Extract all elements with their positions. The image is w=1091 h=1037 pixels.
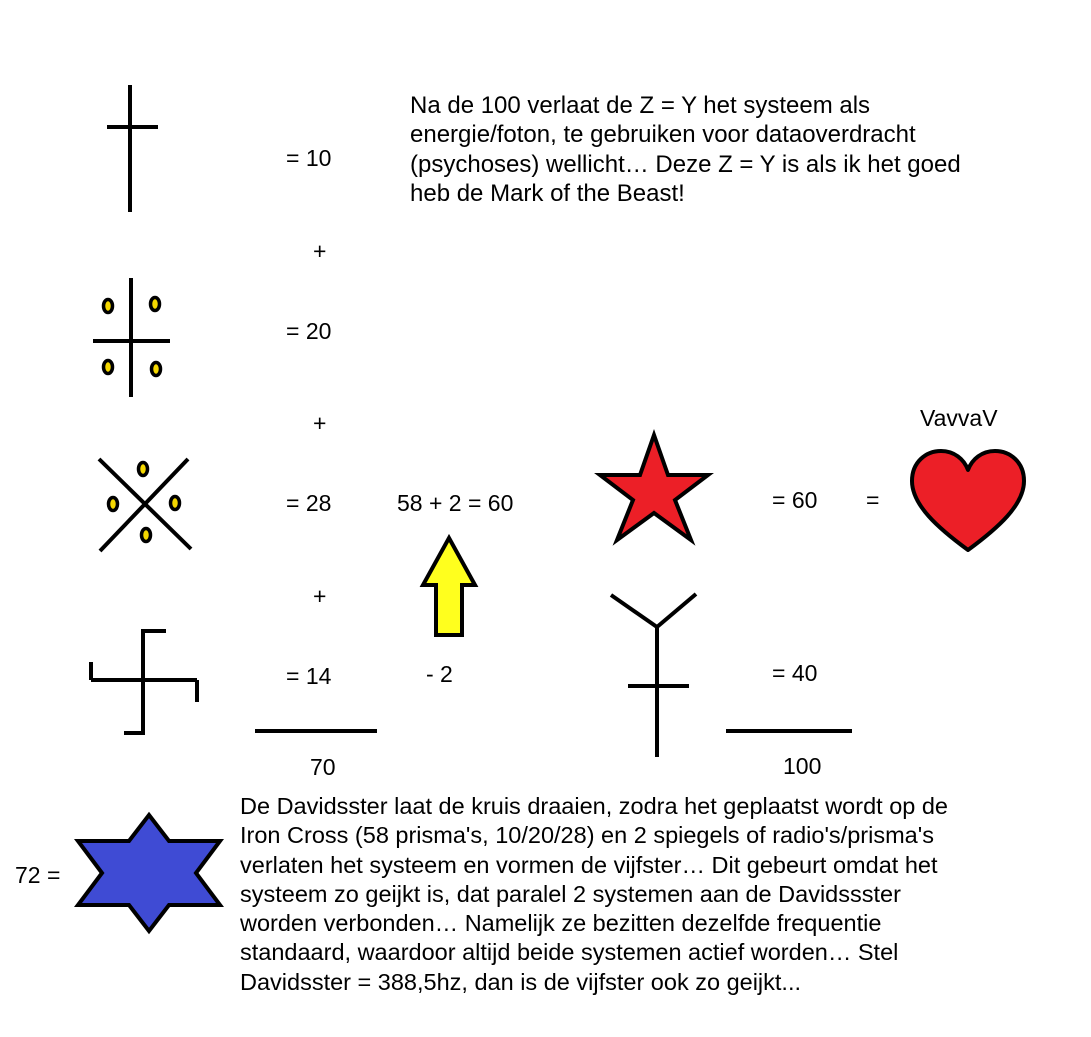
x-cross-with-four-dots-icon: [99, 459, 191, 551]
intro-line: Na de 100 verlaat de Z = Y het systeem als: [410, 92, 871, 119]
six-pointed-star-icon: [78, 815, 220, 931]
plus-sign: +: [313, 238, 327, 264]
bottom-line: worden verbonden… Namelijk ze bezitten dezelfde frequentie: [240, 910, 882, 937]
cross-with-four-dots-icon: [93, 278, 170, 397]
intro-line: (psychoses) wellicht… Deze Z = Y is als ik het goed: [410, 150, 961, 178]
minus-label: - 2: [426, 661, 453, 687]
five-pointed-star-icon: [600, 435, 708, 540]
bottom-line: verlaten het systeem en vormen de vijfster… Dit gebeurt omdat het: [240, 851, 938, 878]
right-total: 100: [783, 753, 822, 779]
forked-cross-icon: [611, 594, 696, 757]
equation-hooked-cross: = 14: [286, 663, 332, 689]
equation-star: = 60: [772, 487, 818, 513]
bottom-line: De Davidsster laat de kruis draaien, zodra het geplaatst wordt op de: [240, 793, 949, 819]
intro-paragraph: [410, 91, 961, 208]
equation-dotted-x: = 28: [286, 490, 332, 516]
plus-sign: +: [313, 583, 327, 609]
equals-sign: =: [866, 487, 880, 513]
hexagram-label: 72 =: [15, 862, 61, 888]
plus-sign: +: [313, 410, 327, 436]
heart-label: VavvaV: [920, 405, 998, 431]
bottom-line: standaard, waardoor altijd beide systemen actief worden… Stel: [240, 939, 899, 966]
equation-cross: = 10: [286, 145, 332, 171]
equation-dotted-cross: = 20: [286, 318, 332, 344]
intro-line: energie/foton, te gebruiken voor dataoverdracht: [410, 121, 916, 149]
hooked-cross-icon: [91, 629, 197, 735]
intro-line: heb de Mark of the Beast!: [410, 179, 685, 207]
heart-icon: [912, 451, 1024, 550]
bottom-line: Iron Cross (58 prisma's, 10/20/28) en 2 spiegels of radio's/prisma's: [240, 822, 934, 849]
bottom-paragraph: [240, 792, 948, 997]
latin-cross-icon: [107, 85, 158, 212]
sum-equation: 58 + 2 = 60: [397, 490, 514, 516]
up-arrow-icon: [423, 538, 475, 635]
bottom-line: systeem zo geijkt is, dat paralel 2 systemen aan de Davidssster: [240, 880, 901, 907]
left-total: 70: [310, 754, 336, 780]
equation-forked-cross: = 40: [772, 660, 818, 686]
bottom-line: Davidsster = 388,5hz, dan is de vijfster ook zo geijkt...: [240, 968, 802, 995]
